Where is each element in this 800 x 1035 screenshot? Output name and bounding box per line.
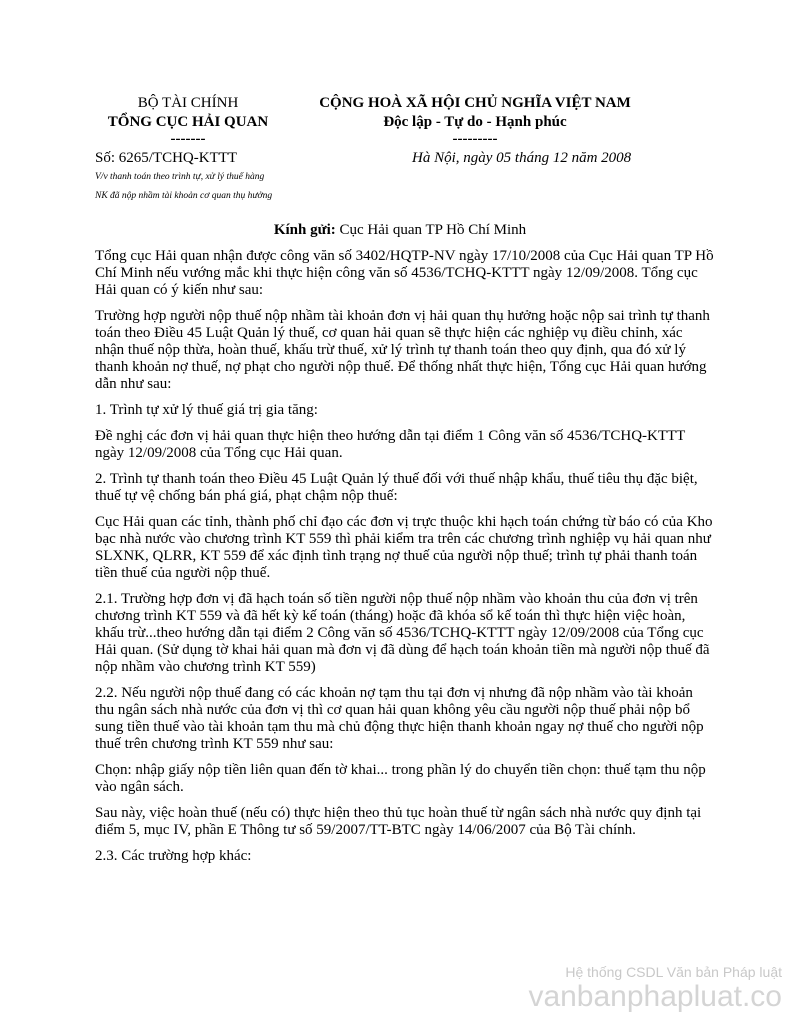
body-paragraph: Chọn: nhập giấy nộp tiền liên quan đến tờ khai... trong phần lý do chuyển tiền chọn: thuế tạm thu nộp vào ngân sách. (95, 762, 706, 795)
recipient-line (0, 222, 800, 239)
ministry-name: BỘ TÀI CHÍNH (137, 95, 239, 111)
body-paragraph: Trường hợp người nộp thuế nộp nhầm tài khoản đơn vị hải quan thụ hưởng hoặc nộp sai trình tự thanh toán theo Điều 45 Luật Quản lý thuế, cơ quan hải quan sẽ thực hiện các nghiệp vụ điều chỉnh, xác nhận thuế nộp thừa, hoàn thuế, khấu trừ thuế, xử lý trình tự thanh toán theo quy định, qua đó xử lý thanh khoản nợ thuế, nợ phạt cho người nộp thuế. Để thống nhất thực hiện, Tổng cục Hải quan hướng dẫn như sau: (95, 308, 710, 392)
section-heading: 1. Trình tự xử lý thuế giá trị gia tăng: (95, 402, 318, 418)
subject-line: NK đã nộp nhầm tài khoản cơ quan thụ hưởng (95, 191, 273, 201)
document-number: Số: 6265/TCHQ-KTTT (95, 150, 238, 166)
issuing-agency-block (88, 94, 288, 146)
national-motto: Độc lập - Tự do - Hạnh phúc (383, 114, 567, 130)
section-heading: 2. Trình tự thanh toán theo Điều 45 Luật Quản lý thuế đối với thuế nhập khẩu, thuế tiêu thụ đặc biệt, thuế tự vệ chống bán phá giá, phạt chậm nộp thuế: (95, 471, 698, 504)
site-watermark (528, 964, 782, 1014)
body-paragraph: Đề nghị các đơn vị hải quan thực hiện theo hướng dẫn tại điểm 1 Công văn số 4536/TCHQ-KTTT ngày 12/09/2008 của Tổng cục Hải quan. (95, 428, 686, 461)
national-title-block (300, 94, 650, 146)
right-separator: --------- (452, 131, 498, 147)
country-name: CỘNG HOÀ XÃ HỘI CHỦ NGHĨA VIỆT NAM (319, 95, 631, 111)
subject-line: V/v thanh toán theo trình tự, xử lý thuế hàng (95, 172, 265, 182)
section-heading: 2.3. Các trường hợp khác: (95, 848, 252, 864)
document-body (95, 248, 715, 874)
body-paragraph: Tổng cục Hải quan nhận được công văn số 3402/HQTP-NV ngày 17/10/2008 của Cục Hải quan TP Hồ Chí Minh nếu vướng mắc khi thực hiện công văn số 4536/TCHQ-KTTT ngày 12/09/2008. Tổng cục Hải quan có ý kiến như sau: (95, 248, 714, 298)
watermark-site: vanbanphapluat.co (528, 980, 782, 1013)
recipient-label: Kính gửi: (273, 222, 336, 238)
body-paragraph: 2.1. Trường hợp đơn vị đã hạch toán số tiền người nộp thuế nộp nhầm vào khoản thu của đơn vị trên chương trình KT 559 và đã hết kỳ kế toán (tháng) hoặc đã khóa sổ kế toán thì thực hiện việc hoàn, khấu trừ...theo hướng dẫn tại điểm 2 Công văn số 4536/TCHQ-KTTT ngày 12/09/2008 của Tổng cục Hải quan. (Sử dụng tờ khai hải quan mà đơn vị đã dùng để hạch toán khoản tiền mà người nộp thuế đã nộp nhầm vào chương trình KT 559) (95, 591, 710, 675)
body-paragraph: 2.2. Nếu người nộp thuế đang có các khoản nợ tạm thu tại đơn vị nhưng đã nộp nhầm vào tài khoản thu ngân sách nhà nước của đơn vị thì cơ quan hải quan không yêu cầu người nộp thuế phải nộp bổ sung tiền thuế vào tài khoản tạm thu mà chủ động thực hiện thanh khoản ngay nợ thuế cho người nộp thuế trên chương trình KT 559 như sau: (95, 685, 704, 752)
recipient-name: Cục Hải quan TP Hồ Chí Minh (335, 222, 527, 238)
document-subject (95, 168, 355, 206)
watermark-caption: Hệ thống CSDL Văn bản Pháp luật (565, 964, 782, 980)
left-separator: ------- (170, 131, 206, 147)
document-date: Hà Nội, ngày 05 tháng 12 năm 2008 (412, 150, 632, 166)
body-paragraph: Sau này, việc hoàn thuế (nếu có) thực hiện theo thủ tục hoàn thuế từ ngân sách nhà nước quy định tại điểm 5, mục IV, phần E Thông tư số 59/2007/TT-BTC ngày 14/06/2007 của Bộ Tài chính. (95, 805, 702, 838)
body-paragraph: Cục Hải quan các tỉnh, thành phố chỉ đạo các đơn vị trực thuộc khi hạch toán chứng từ báo có của Kho bạc nhà nước vào chương trình KT 559 thì phải kiểm tra trên các chương trình nghiệp vụ hải quan như SLXNK, QLRR, KT 559 để xác định tình trạng nợ thuế của người nộp thuế; trình tự phải thanh toán tiền thuế của người nộp thuế. (95, 514, 713, 581)
agency-name: TỔNG CỤC HẢI QUAN (107, 114, 269, 130)
